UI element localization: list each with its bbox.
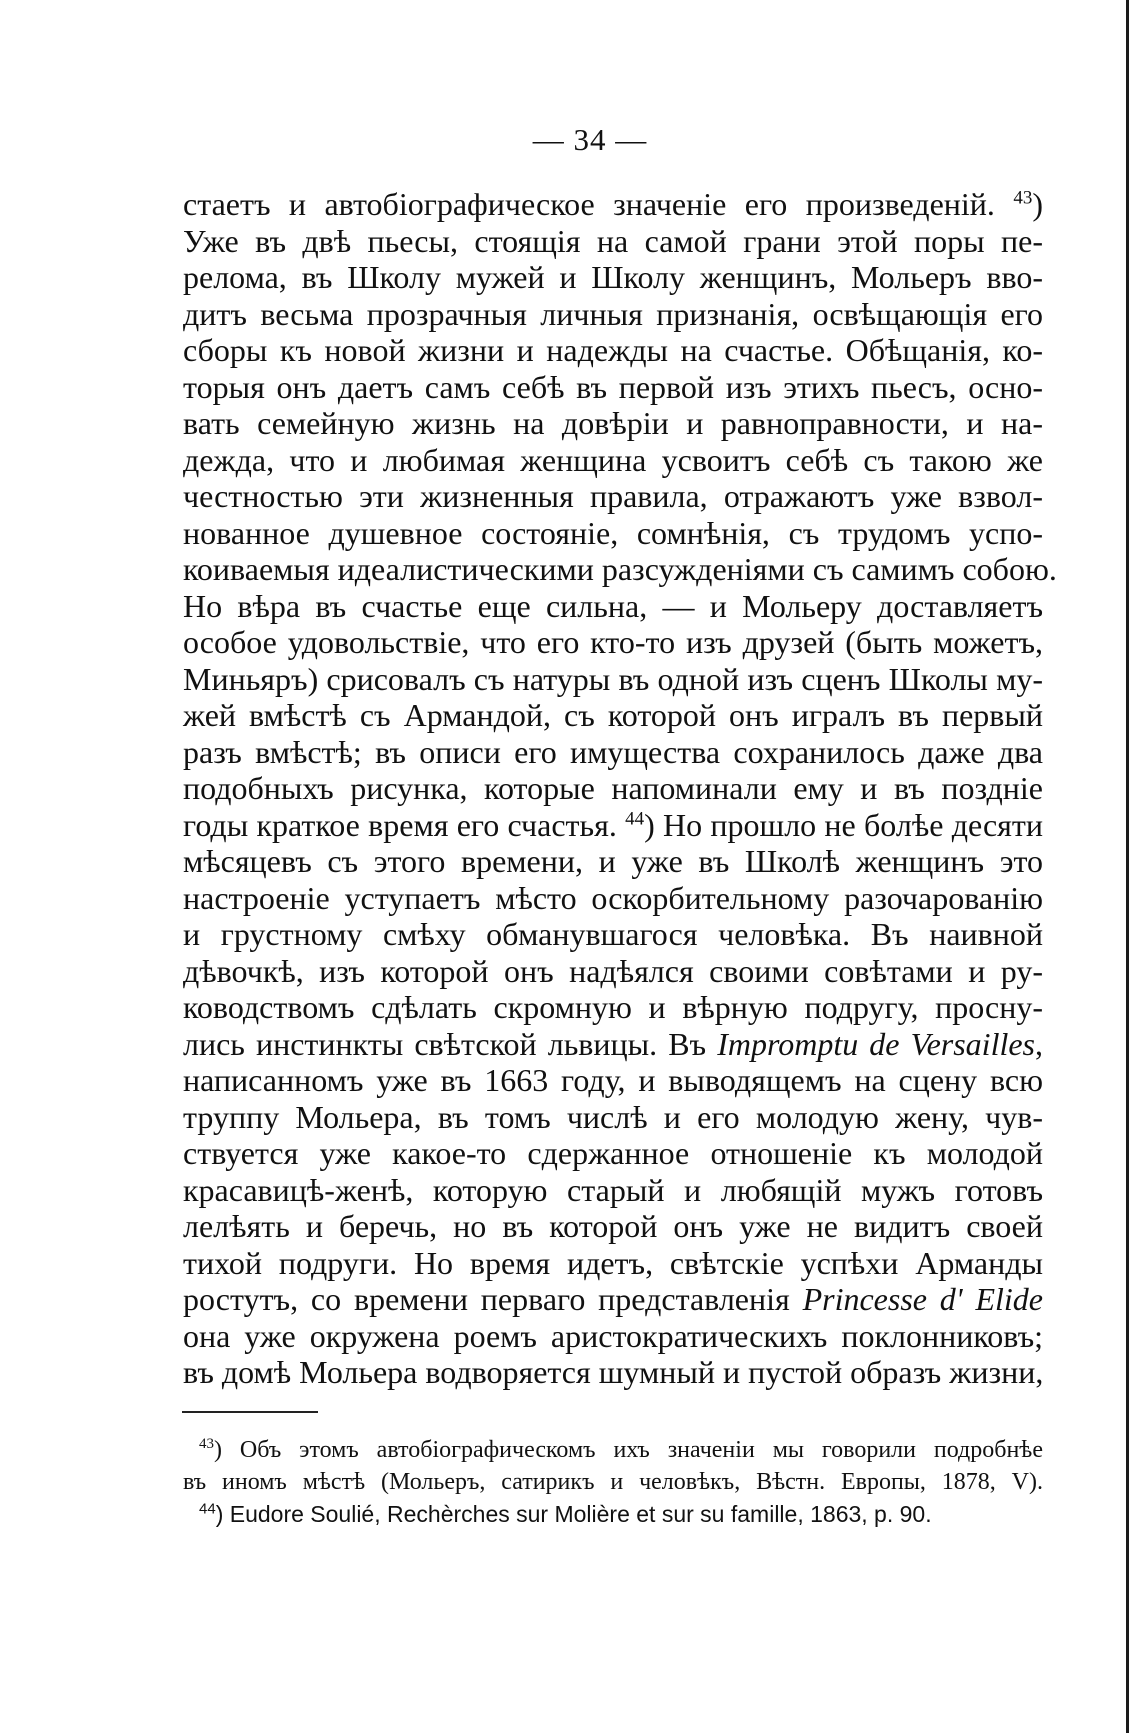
text-line <box>183 843 1043 880</box>
text-segment: ) <box>1032 186 1043 222</box>
text-line <box>183 953 1043 990</box>
text-segment: въ домѣ Мольера водворяется шумный и пустой образъ жизни, <box>183 1354 1044 1390</box>
text-segment: торыя онъ даетъ самъ себѣ въ первой изъ этихъ пьесъ, осно- <box>183 368 1043 405</box>
footnote-marker: 43 <box>199 1436 214 1452</box>
text-segment: коиваемыя идеалистическими разсужденіями съ самимъ собою. <box>183 551 1057 587</box>
text-line <box>183 369 1043 406</box>
text-segment: дѣвочкѣ, изъ которой онъ надѣялся своими совѣтами и ру- <box>183 952 1043 989</box>
text-line <box>183 1135 1043 1172</box>
text-line <box>183 1172 1043 1209</box>
text-line <box>183 1208 1043 1245</box>
text-line <box>183 807 1043 844</box>
footnote-marker: 44 <box>199 1500 216 1518</box>
text-line <box>183 588 1043 625</box>
footnote-marker: 44 <box>625 807 645 829</box>
text-segment: дитъ весьма прозрачныя личныя признанія, освѣщающія его <box>183 295 1043 332</box>
text-line <box>183 624 1043 661</box>
main-text <box>183 186 1057 1391</box>
text-line <box>183 734 1043 771</box>
text-segment: лись инстинкты свѣтской львицы. Въ <box>183 1025 718 1062</box>
text-line <box>183 770 1043 807</box>
text-segment: нованное душевное состояніе, сомнѣнія, съ трудомъ успо- <box>183 514 1043 551</box>
text-segment: ) Eudore Soulié, Rechèrches sur Molière et sur su famille, 1863, p. 90. <box>215 1501 932 1527</box>
text-segment: годы краткое время его счастья. <box>183 806 626 843</box>
text-line <box>183 332 1043 369</box>
text-line <box>183 661 1043 698</box>
text-segment: вать семейную жизнь на довѣріи и равноправности, и на- <box>183 405 1043 441</box>
text-segment: релома, въ Школу мужей и Школу женщинъ, Мольеръ вво- <box>183 259 1043 295</box>
text-segment: ствуется уже какое-то сдержанное отношеніе къ молодой <box>183 1135 1043 1171</box>
text-segment: труппу Мольера, въ томъ числѣ и его молодую жену, чув- <box>183 1098 1043 1135</box>
text-line <box>183 1026 1043 1063</box>
text-line <box>183 259 1043 296</box>
text-segment: написанномъ уже въ 1663 году, и выводящемъ на сцену всю <box>183 1062 1043 1098</box>
text-segment: мѣсяцевъ съ этого времени, и уже въ Школѣ женщинъ это <box>183 843 1043 879</box>
footnotes <box>183 1434 1043 1530</box>
text-line <box>183 1099 1043 1136</box>
text-segment: въ иномъ мѣстѣ (Мольеръ, сатирикъ и человѣкъ, Вѣстн. Европы, 1878, V). <box>183 1469 1043 1495</box>
text-segment: и грустному смѣху обманувшагося человѣка. Въ наивной <box>183 916 1043 952</box>
footnote-line <box>183 1466 1043 1498</box>
text-segment: дежда, что и любимая женщина усвоитъ себѣ съ такою же <box>183 441 1043 478</box>
text-line <box>183 405 1043 442</box>
text-segment: тихой подруги. Но время идетъ, свѣтскіе успѣхи Арманды <box>183 1244 1043 1281</box>
italic-title: Princesse d' Elide <box>802 1281 1043 1317</box>
text-segment: ) Но прошло не болѣе десяти <box>644 806 1044 843</box>
text-line <box>183 478 1043 515</box>
text-segment: ростутъ, со времени перваго представленія <box>183 1281 803 1317</box>
page-number <box>0 122 1140 158</box>
text-line <box>183 1281 1043 1318</box>
footnote-line <box>183 1498 1043 1530</box>
page-number-text: — 34 — <box>532 122 648 157</box>
text-line <box>183 1062 1043 1099</box>
text-line <box>183 697 1043 734</box>
text-line <box>183 989 1043 1026</box>
text-segment: она уже окружена роемъ аристократическихъ поклонниковъ; <box>183 1317 1043 1354</box>
text-line <box>183 186 1043 223</box>
text-segment: честностью эти жизненныя правила, отражаютъ уже взвол- <box>183 478 1043 514</box>
text-line <box>183 223 1043 260</box>
text-segment: лелѣять и беречь, но въ которой онъ уже не видитъ своей <box>183 1208 1043 1244</box>
text-segment: ) Объ этомъ автобіографическомъ ихъ значеніи мы говорили подробнѣе <box>214 1437 1043 1463</box>
text-segment: Миньяръ) срисовалъ съ натуры въ одной изъ сценъ Школы му- <box>183 660 1043 697</box>
text-segment: , <box>1035 1025 1044 1062</box>
text-segment: Но вѣра въ счастье еще сильна, — и Мольеру доставляетъ <box>183 587 1043 624</box>
text-line <box>183 916 1043 953</box>
text-segment: стаетъ и автобіографическое значеніе его произведеній. <box>183 186 1014 222</box>
page-edge-rule <box>1126 0 1129 1733</box>
text-segment: сборы къ новой жизни и надежды на счастье. Обѣщанія, ко- <box>183 332 1043 368</box>
text-line <box>183 296 1043 333</box>
text-segment: красавицѣ-женѣ, которую старый и любящій мужъ готовъ <box>183 1171 1043 1208</box>
text-segment: Уже въ двѣ пьесы, стоящія на самой грани этой поры пе- <box>183 222 1043 259</box>
text-line <box>183 1245 1043 1282</box>
text-line <box>183 1354 1043 1391</box>
text-segment: разъ вмѣстѣ; въ описи его имущества сохранилось даже два <box>183 733 1043 770</box>
text-line <box>183 880 1043 917</box>
footnote-marker: 43 <box>1013 187 1033 209</box>
footnote-line <box>183 1434 1043 1466</box>
text-line <box>183 1318 1043 1355</box>
text-segment: жей вмѣстѣ съ Армандой, съ которой онъ игралъ въ первый <box>183 697 1043 733</box>
text-line <box>183 515 1043 552</box>
text-segment: подобныхъ рисунка, которые напоминали ему и въ поздніе <box>183 770 1043 806</box>
text-segment: ководствомъ сдѣлать скромную и вѣрную подругу, просну- <box>183 989 1043 1025</box>
text-segment: настроеніе уступаетъ мѣсто оскорбительному разочарованію <box>183 879 1043 916</box>
italic-title: Impromptu de Versailles <box>717 1025 1036 1062</box>
footnote-separator <box>182 1411 318 1413</box>
text-segment: особое удовольствіе, что его кто-то изъ друзей (быть можетъ, <box>183 624 1043 660</box>
text-line <box>183 442 1043 479</box>
text-line <box>183 551 1057 588</box>
